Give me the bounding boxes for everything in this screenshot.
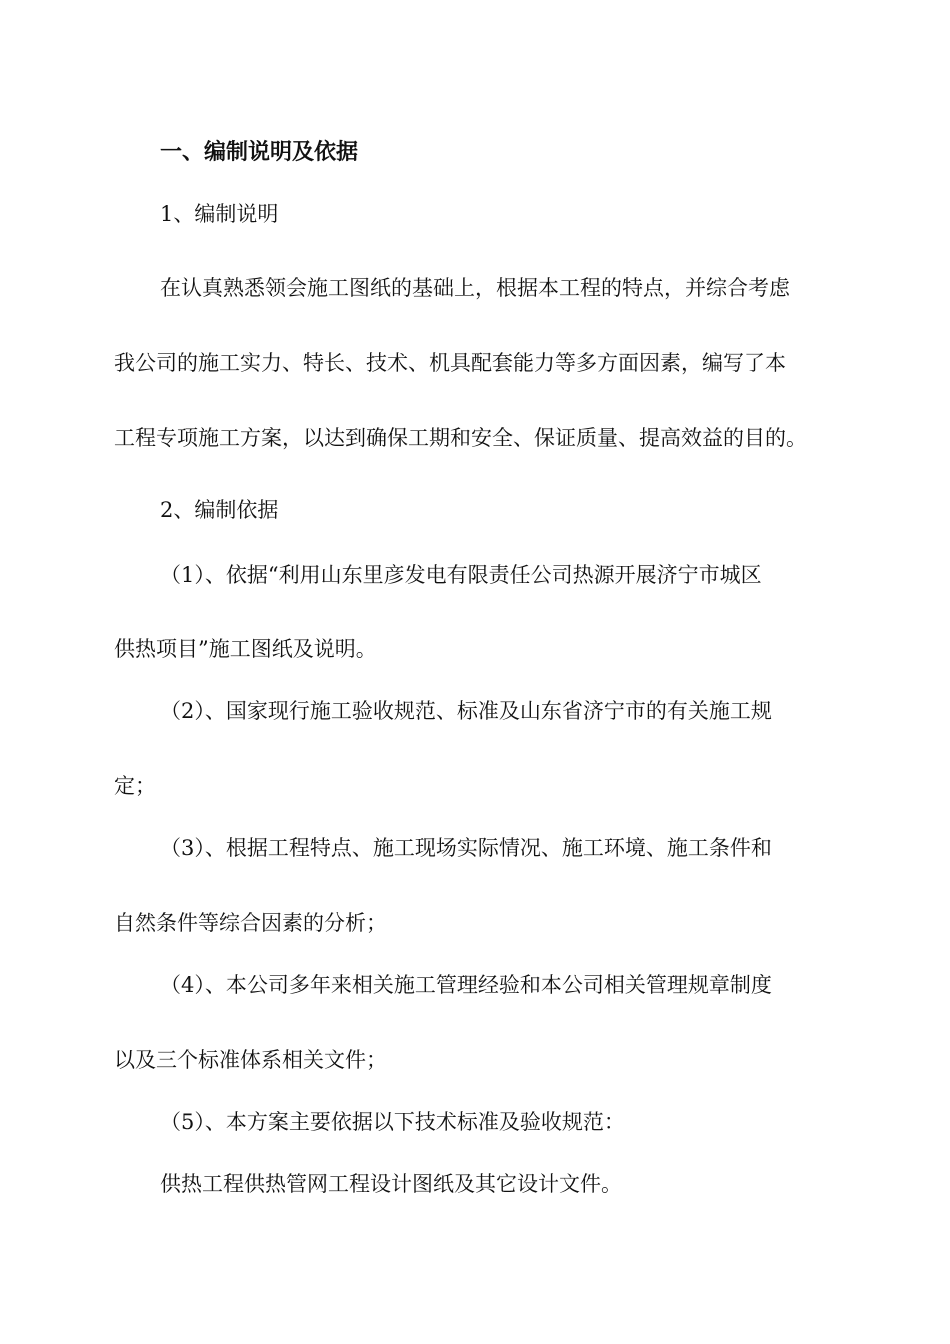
paragraph-line: 在认真熟悉领会施工图纸的基础上，根据本工程的特点，并综合考虑 bbox=[160, 276, 790, 300]
basis-item-1-line1: （1）、依据“利用山东里彦发电有限责任公司热源开展济宁市城区 bbox=[160, 563, 762, 587]
paragraph-line: 工程专项施工方案，以达到确保工期和安全、保证质量、提高效益的目的。 bbox=[114, 426, 807, 450]
section-title: 一、编制说明及依据 bbox=[160, 140, 359, 165]
basis-item-3-line2: 自然条件等综合因素的分析； bbox=[114, 911, 387, 935]
basis-item-3-line1: （3）、根据工程特点、施工现场实际情况、施工环境、施工条件和 bbox=[160, 836, 772, 860]
basis-item-4-line1: （4）、本公司多年来相关施工管理经验和本公司相关管理规章制度 bbox=[160, 973, 772, 997]
basis-item-2-line1: （2）、国家现行施工验收规范、标准及山东省济宁市的有关施工规 bbox=[160, 699, 772, 723]
subsection-title-explanation: 1、编制说明 bbox=[160, 202, 279, 226]
basis-item-4-line2: 以及三个标准体系相关文件； bbox=[114, 1048, 387, 1072]
paragraph-line: 我公司的施工实力、特长、技术、机具配套能力等多方面因素，编写了本 bbox=[114, 351, 786, 375]
basis-item-1-line2: 供热项目”施工图纸及说明。 bbox=[114, 637, 377, 661]
basis-item-5: （5）、本方案主要依据以下技术标准及验收规范： bbox=[160, 1110, 625, 1134]
basis-item-2-line2: 定； bbox=[114, 774, 156, 798]
subsection-title-basis: 2、编制依据 bbox=[160, 498, 279, 522]
closing-line: 供热工程供热管网工程设计图纸及其它设计文件。 bbox=[160, 1172, 622, 1196]
